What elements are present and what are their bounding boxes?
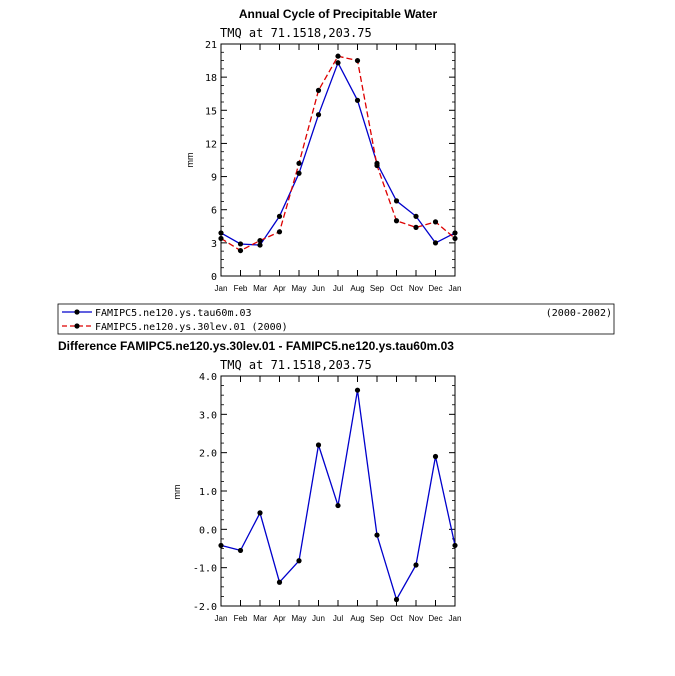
y-tick-label: -2.0 — [192, 602, 217, 613]
x-tick-label: Jul — [332, 614, 344, 623]
x-tick-label: Nov — [408, 284, 424, 293]
x-tick-label: May — [291, 614, 307, 623]
series-2-point — [335, 54, 340, 59]
legend-marker-series-1 — [74, 309, 79, 314]
x-tick-label: Mar — [253, 284, 267, 293]
x-tick-label: Jan — [448, 284, 462, 293]
series-2-point — [277, 229, 282, 234]
legend — [58, 304, 614, 334]
x-tick-label: Jun — [312, 614, 325, 623]
x-tick-label: Oct — [390, 284, 403, 293]
y-tick-label: 9 — [210, 172, 217, 184]
y-tick-label: 0 — [210, 272, 217, 283]
series-2-point — [452, 236, 457, 241]
x-tick-label: Feb — [233, 614, 248, 623]
x-tick-label: Mar — [253, 614, 267, 623]
series-1-point — [374, 532, 379, 537]
y-tick-label: 18 — [204, 73, 217, 85]
x-tick-label: Jun — [312, 284, 325, 293]
series-2-point — [238, 248, 243, 253]
top-chart-ylabel: mm — [185, 152, 195, 168]
series-1-point — [452, 543, 457, 548]
series-1-point — [452, 230, 457, 235]
y-tick-label: 21 — [204, 40, 217, 51]
y-tick-label: 3.0 — [198, 410, 217, 422]
series-1-point — [218, 230, 223, 235]
series-1-point — [238, 548, 243, 553]
series-2-point — [413, 225, 418, 230]
x-tick-label: Nov — [408, 614, 424, 623]
series-2-point — [257, 238, 262, 243]
x-tick-label: Apr — [273, 614, 286, 623]
y-tick-label: 12 — [204, 139, 217, 151]
x-tick-label: Aug — [350, 284, 365, 293]
series-1-point — [335, 503, 340, 508]
series-1-point — [238, 241, 243, 246]
series-1-point — [296, 558, 301, 563]
legend-period: (2000-2002) — [545, 308, 612, 319]
series-1-point — [296, 171, 301, 176]
legend-marker-series-2 — [74, 323, 79, 328]
y-tick-label: -1.0 — [192, 563, 217, 575]
top-line-chart — [205, 40, 462, 293]
legend-label-series-2: FAMIPC5.ne120.ys.30lev.01 (2000) — [95, 322, 288, 333]
x-tick-label: Aug — [350, 614, 365, 623]
plot-frame — [221, 376, 455, 606]
series-1-point — [277, 580, 282, 585]
series-1-point — [257, 510, 262, 515]
series-line-1 — [221, 63, 455, 245]
x-tick-label: Feb — [233, 284, 248, 293]
x-tick-label: Sep — [369, 614, 385, 623]
bottom-chart-title: Difference FAMIPC5.ne120.ys.30lev.01 - FAMIPC5.ne120.ys.tau60m.03 — [58, 339, 454, 353]
y-tick-label: 2.0 — [198, 448, 217, 460]
x-tick-label: Jul — [332, 284, 344, 293]
y-tick-label: 1.0 — [198, 487, 217, 498]
series-1-point — [355, 388, 360, 393]
x-tick-label: Oct — [390, 614, 403, 623]
bottom-line-chart — [193, 372, 462, 623]
x-tick-label: Jan — [448, 614, 462, 623]
series-1-point — [316, 112, 321, 117]
y-tick-label: 0.0 — [198, 525, 217, 537]
series-1-point — [335, 60, 340, 65]
bottom-chart-ylabel: mm — [172, 484, 182, 500]
series-2-point — [394, 218, 399, 223]
series-1-point — [394, 198, 399, 203]
top-chart-title: Annual Cycle of Precipitable Water — [238, 7, 438, 21]
x-tick-label: Jan — [214, 614, 228, 623]
y-tick-label: 3 — [210, 238, 217, 250]
series-2-point — [355, 58, 360, 63]
series-2-point — [218, 236, 223, 241]
x-tick-label: Dec — [428, 614, 443, 623]
x-tick-label: Dec — [428, 284, 443, 293]
x-tick-label: Apr — [273, 284, 286, 293]
series-1-point — [355, 98, 360, 103]
series-1-point — [218, 543, 223, 548]
series-2-point — [433, 219, 438, 224]
x-tick-label: Jan — [214, 284, 228, 293]
series-2-point — [296, 161, 301, 166]
series-2-point — [374, 163, 379, 168]
series-1-point — [394, 597, 399, 602]
series-line-1 — [221, 390, 455, 599]
x-tick-label: May — [291, 284, 307, 293]
series-2-point — [316, 88, 321, 93]
y-tick-label: 15 — [204, 106, 217, 118]
x-tick-label: Sep — [369, 284, 385, 293]
series-1-point — [433, 240, 438, 245]
series-1-point — [433, 454, 438, 459]
plot-frame — [221, 44, 455, 276]
series-1-point — [413, 562, 418, 567]
series-1-point — [316, 442, 321, 447]
top-chart-subtitle: TMQ at 71.1518,203.75 — [220, 26, 372, 40]
bottom-chart-subtitle: TMQ at 71.1518,203.75 — [220, 358, 372, 372]
series-1-point — [277, 214, 282, 219]
series-1-point — [413, 214, 418, 219]
legend-label-series-1: FAMIPC5.ne120.ys.tau60m.03 — [95, 308, 252, 319]
y-tick-label: 6 — [210, 205, 217, 217]
y-tick-label: 4.0 — [198, 372, 217, 383]
